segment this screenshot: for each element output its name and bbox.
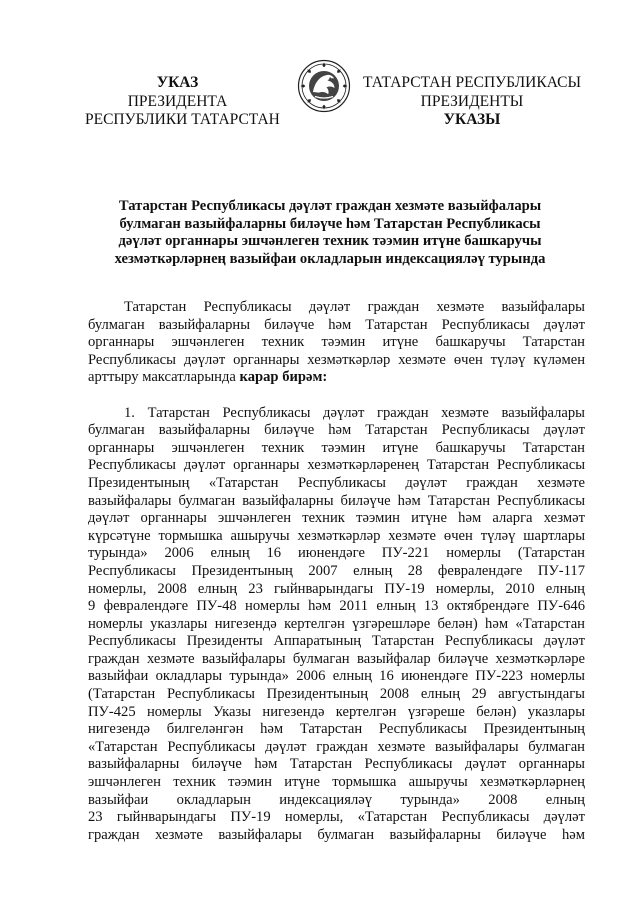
preamble-line: булмаган вазыйфаларны биләүче һәм Татарстан Республикасы дәүләт	[88, 316, 585, 333]
document-body	[88, 299, 585, 844]
paragraph-1	[88, 405, 585, 845]
paragraph-line: граждан хезмәте вазыйфалары булмаган вазыйфалар биләүче хезмәткәрләре	[88, 650, 585, 667]
title-line: Татарстан Республикасы дәүләт граждан хезмәте вазыйфалары	[118, 198, 542, 214]
paragraph-line: Республикасы Президенты Аппаратының Татарстан Республикасы дәүләт	[88, 633, 585, 650]
title-line: булмаган вазыйфаларны биләүче һәм Татарстан Республикасы	[119, 215, 541, 232]
header-tatar	[362, 74, 582, 130]
paragraph-line: күрсәтүне тормышка ашыручы хезмәткәрләр хезмәте өчен түләү шартлары	[88, 527, 585, 544]
paragraph-line: Президентының «Татарстан Республикасы дәүләт граждан хезмәте	[88, 474, 585, 491]
preamble-line: Республикасы дәүләт органнары хезмәткәрләр хезмәте өчен түләү күләмен	[88, 351, 585, 368]
header-right-line: ПРЕЗИДЕНТЫ	[420, 92, 524, 110]
paragraph-line: дәүләт органнары эшчәнлеген техник тәэмин итүне һәм аларга хезмәт	[88, 510, 585, 527]
paragraph-line: номерлы указлары нигезендә кертелгән үзгәрешләре белән) һәм «Татарстан	[88, 615, 585, 632]
paragraph-line: ПУ-425 номерлы Указы нигезендә кертелгән үзгәреше белән) указлары	[88, 703, 585, 720]
paragraph-line: номерлы, 2008 елның 23 гыйнварындагы ПУ-19 номерлы, 2010 елның	[88, 580, 585, 597]
preamble-line: органнары эшчәнлеген техник тәэмин итүне башкаручы Татарстан	[88, 334, 585, 351]
paragraph-line: вазыйфаи окладлары турында» 2006 елның 16 июнендәге ПУ-223 номерлы	[88, 668, 585, 685]
preamble-last-line	[88, 369, 585, 387]
paragraph-line: 23 гыйнварындагы ПУ-19 номерлы, «Татарстан Республикасы дәүләт	[88, 809, 585, 826]
paragraph-line: вазыйфалары булмаган вазыйфаларны биләүче һәм Татарстан Республикасы	[88, 492, 585, 509]
coat-of-arms-icon	[297, 59, 351, 113]
preamble-line: Татарстан Республикасы дәүләт граждан хезмәте вазыйфалары	[124, 299, 585, 315]
title-line: хезмәткәрләрнең вазыйфаи окладларын индексацияләү турында	[114, 250, 546, 267]
preamble-paragraph	[88, 299, 585, 387]
paragraph-line: органнары эшчәнлеген техник тәэмин итүне башкаручы Татарстан	[88, 439, 585, 456]
header-russian	[85, 74, 280, 130]
header-right-line: УКАЗЫ	[443, 111, 501, 128]
paragraph-line: 9 февралендәге ПУ-48 номерлы һәм 2011 елның 13 октябрендәге ПУ-646	[88, 598, 585, 615]
title-line: дәүләт органнары эшчәнлеген техник тәэмин итүне башкаручы	[118, 233, 542, 250]
paragraph-line: граждан хезмәте вазыйфалары булмаган вазыйфаларны биләүче һәм	[88, 826, 585, 843]
paragraph-line: (Татарстан Республикасы Президентының 2008 елның 29 августындагы	[88, 686, 585, 703]
paragraph-line: Республикасы дәүләт органнары хезмәткәрләренең Татарстан Республикасы	[88, 457, 585, 474]
paragraph-line: вазыйфаларны биләүче һәм Татарстан Республикасы дәүләт органнары	[88, 756, 585, 773]
paragraph-line: Республикасы Президентының 2007 елның 28 февралендәге ПУ-117	[88, 562, 585, 579]
document-header	[0, 0, 640, 135]
paragraph-line: эшчәнлеген техник тәэмин итүне тормышка ашыручы хезмәткәрләрнең	[88, 774, 585, 791]
paragraph-line: вазыйфаи окладларын индексацияләү турында» 2008 елның	[88, 791, 585, 808]
decree-phrase: карар бирәм:	[239, 369, 328, 386]
paragraph-line: турында» 2006 елның 16 июнендәге ПУ-221 номерлы (Татарстан	[88, 545, 585, 562]
header-right-line: ТАТАРСТАН РЕСПУБЛИКАСЫ	[363, 74, 581, 91]
paragraph-line: булмаган вазыйфаларны биләүче һәм Татарстан Республикасы дәүләт	[88, 422, 585, 439]
paragraph-line: «Татарстан Республикасы дәүләт граждан хезмәте вазыйфалары булмаган	[88, 738, 585, 755]
paragraph-line: 1. Татарстан Республикасы дәүләт граждан хезмәте вазыйфалары	[124, 404, 585, 421]
document-title	[100, 198, 560, 268]
paragraph-line: нигезендә билгеләнгән һәм Татарстан Республикасы Президентының	[88, 721, 585, 738]
header-left-line: УКАЗ	[156, 74, 199, 91]
header-left-line: ПРЕЗИДЕНТА	[127, 92, 228, 110]
preamble-last-text: арттыру максатларында	[88, 369, 240, 386]
header-left-line: РЕСПУБЛИКИ ТАТАРСТАН	[85, 111, 280, 128]
